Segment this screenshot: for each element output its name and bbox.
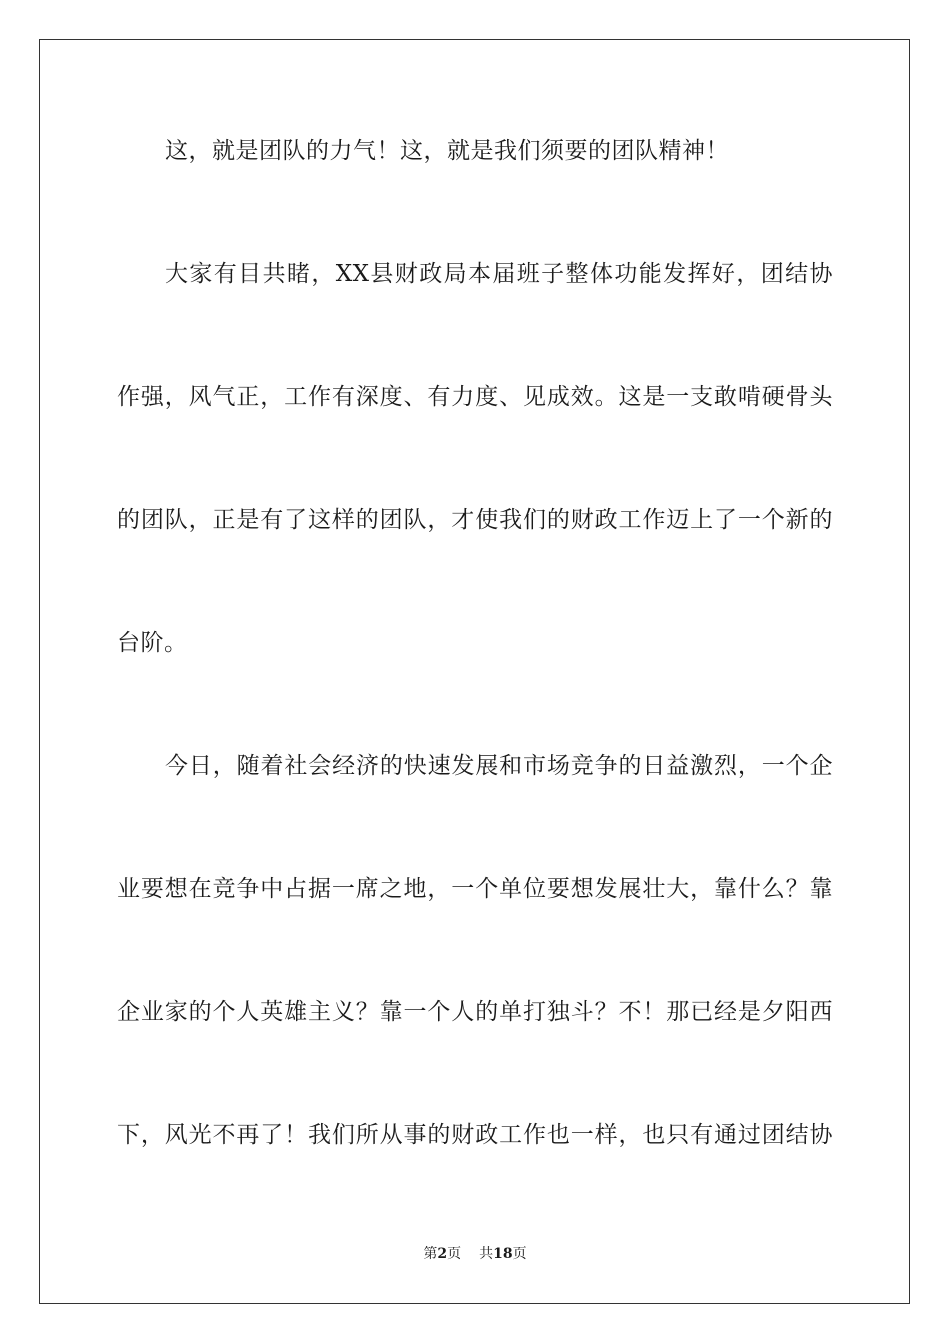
paragraph-line: 台阶。 (117, 630, 188, 656)
paragraph-line: 今日，随着社会经济的快速发展和市场竞争的日益激烈，一个企 (165, 753, 833, 779)
paragraph-line: 作强，风气正，工作有深度、有力度、见成效。这是一支敢啃硬骨头 (117, 384, 833, 410)
paragraph-line: 业要想在竞争中占据一席之地，一个单位要想发展壮大，靠什么？靠 (117, 876, 833, 902)
page-unit: 页 (447, 1246, 462, 1262)
paragraph-line: 企业家的个人英雄主义？靠一个人的单打独斗？不！那已经是夕阳西 (117, 999, 833, 1025)
total-pages: 18 (493, 1246, 513, 1262)
paragraph-line: 下，风光不再了！我们所从事的财政工作也一样，也只有通过团结协 (117, 1122, 833, 1148)
total-prefix: 共 (479, 1246, 494, 1262)
total-unit: 页 (512, 1246, 527, 1262)
page-number: 2 (437, 1246, 448, 1262)
paragraph-line: 大家有目共睹，XX县财政局本届班子整体功能发挥好，团结协 (165, 261, 833, 287)
page-prefix: 第 (423, 1246, 438, 1262)
paragraph-line: 的团队，正是有了这样的团队，才使我们的财政工作迈上了一个新的 (117, 507, 833, 533)
paragraph-line: 这，就是团队的力气！这，就是我们须要的团队精神！ (165, 138, 729, 164)
page-footer (0, 1244, 950, 1264)
page-border (39, 39, 910, 1304)
